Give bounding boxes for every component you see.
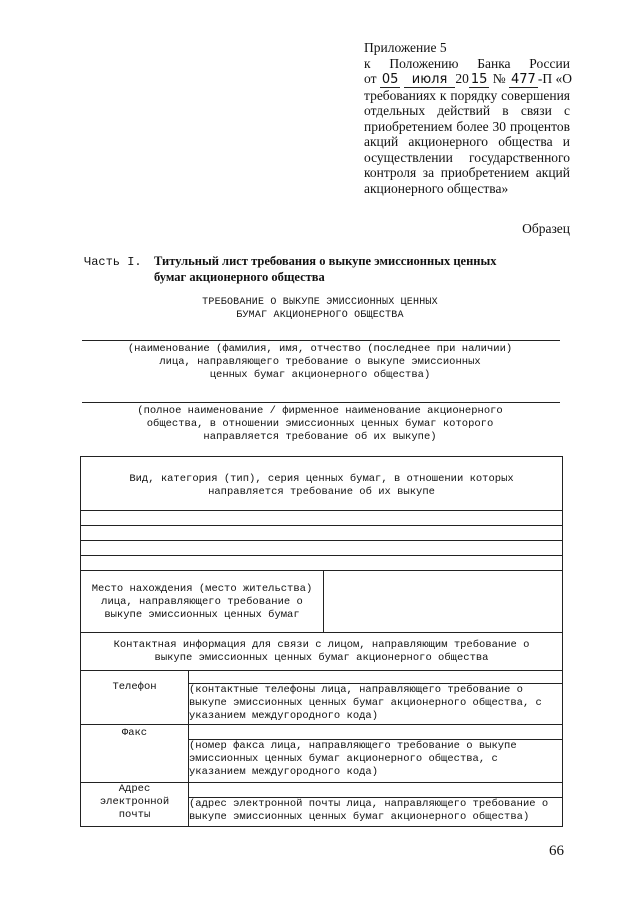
from-word: от — [364, 71, 377, 86]
caption1-line-2: лица, направляющего требование о выкупе эмиссионных — [159, 356, 481, 368]
securities-row-3[interactable] — [81, 541, 563, 556]
email-label-line-3: почты — [118, 809, 151, 821]
securities-cell-4[interactable] — [81, 556, 563, 571]
appendix-line-10: акционерного общества» — [364, 180, 509, 196]
part-title-line-2: бумаг акционерного общества — [154, 270, 325, 284]
location-value-cell[interactable] — [324, 571, 563, 633]
appendix-reference — [364, 40, 570, 196]
fax-label: Факс — [121, 727, 148, 739]
requester-name-caption — [100, 343, 540, 382]
regulation-number: 477 — [511, 72, 536, 87]
phone-label: Телефон — [112, 681, 157, 693]
date-day: 05 — [381, 72, 399, 87]
contact-header-line-2: выкупе эмиссионных ценных бумаг акционерного общества — [154, 652, 489, 664]
part-label: Часть I. — [84, 255, 142, 269]
sample-label: Образец — [522, 221, 570, 236]
appendix-line-7: акций акционерного общества и — [364, 134, 570, 149]
fax-input-area[interactable] — [189, 725, 562, 739]
securities-header-line-1: Вид, категория (тип), серия ценных бумаг, в отношении которых — [129, 473, 514, 485]
appendix-line-9: контроля за приобретением акций — [364, 165, 570, 180]
email-row — [81, 783, 563, 827]
part-heading — [84, 254, 564, 286]
location-label-cell — [81, 571, 324, 633]
caption2-line-1: (полное наименование / фирменное наименование акционерного — [137, 405, 503, 417]
securities-row-4[interactable] — [81, 556, 563, 571]
email-caption — [189, 797, 562, 824]
location-line-2: лица, направляющего требование о — [101, 596, 303, 608]
caption2-line-2: общества, в отношении эмиссионных ценных бумаг которого — [146, 418, 494, 430]
securities-row-1[interactable] — [81, 511, 563, 526]
fax-label-cell — [81, 725, 189, 783]
company-name-caption — [100, 405, 540, 444]
appendix-line-5: отдельных действий в связи с — [364, 103, 570, 118]
fax-caption — [189, 739, 562, 779]
document-title-line-1: ТРЕБОВАНИЕ О ВЫКУПЕ ЭМИССИОННЫХ ЦЕННЫХ — [202, 297, 438, 308]
email-input-area[interactable] — [189, 783, 562, 797]
date-year-prefix: 20 — [455, 71, 469, 86]
fax-value-cell — [189, 725, 563, 783]
phone-caption-line-2: выкупе эмиссионных ценных бумаг акционерного общества, с — [189, 697, 542, 709]
appendix-line-8: осуществлении государственного — [364, 149, 570, 165]
securities-cell-3[interactable] — [81, 541, 563, 556]
securities-header-line-2: направляется требование об их выкупе — [208, 486, 435, 498]
document-title — [120, 296, 520, 322]
securities-header-cell — [81, 457, 563, 511]
fax-caption-line-2: эмиссионных ценных бумаг акционерного общества, с — [189, 753, 498, 765]
location-line-1: Место нахождения (место жительства) — [91, 583, 313, 595]
email-label-line-1: Адрес — [118, 783, 151, 795]
caption1-line-1: (наименование (фамилия, имя, отчество (последнее при наличии) — [127, 343, 513, 355]
number-suffix: -П «О — [537, 71, 572, 86]
appendix-title: Приложение 5 — [364, 40, 447, 55]
phone-label-cell — [81, 671, 189, 725]
phone-row — [81, 671, 563, 725]
part-title-line-1: Титульный лист требования о выкупе эмиссионных ценных — [154, 254, 497, 268]
company-name-line[interactable] — [82, 402, 560, 403]
appendix-date-line — [364, 71, 570, 88]
document-title-line-2: БУМАГ АКЦИОНЕРНОГО ОБЩЕСТВА — [236, 310, 404, 321]
contact-header-cell — [81, 633, 563, 671]
location-row — [81, 571, 563, 633]
requester-name-line[interactable] — [82, 340, 560, 341]
email-caption-line-1: (адрес электронной почты лица, направляющего требование о — [189, 798, 549, 810]
email-label-line-2: электронной — [99, 796, 170, 808]
page-number: 66 — [549, 843, 564, 859]
contact-header-line-1: Контактная информация для связи с лицом, направляющим требование о — [113, 639, 530, 651]
email-label-cell — [81, 783, 189, 827]
phone-caption-line-1: (контактные телефоны лица, направляющего требование о — [189, 684, 523, 696]
email-value-cell — [189, 783, 563, 827]
date-month: июля — [404, 72, 456, 88]
phone-caption-line-3: указанием междугородного кода) — [189, 710, 379, 722]
appendix-line-6: приобретением более 30 процентов — [364, 118, 570, 134]
date-year-suffix: 15 — [470, 72, 488, 87]
securities-cell-1[interactable] — [81, 511, 563, 526]
fax-caption-line-3: указанием междугородного кода) — [189, 766, 379, 778]
contact-header-row — [81, 633, 563, 671]
securities-cell-2[interactable] — [81, 526, 563, 541]
phone-value-cell — [189, 671, 563, 725]
phone-input-area[interactable] — [189, 671, 562, 683]
location-line-3: выкупе эмиссионных ценных бумаг — [104, 609, 300, 621]
caption2-line-3: направляется требование об их выкупе) — [203, 431, 437, 443]
caption1-line-3: ценных бумаг акционерного общества) — [209, 369, 431, 381]
securities-header-row — [81, 457, 563, 511]
phone-caption — [189, 683, 562, 723]
appendix-regulation-line: к Положению Банка России — [364, 55, 570, 71]
securities-row-2[interactable] — [81, 526, 563, 541]
fax-row — [81, 725, 563, 783]
appendix-line-4: требованиях к порядку совершения — [364, 87, 570, 103]
email-caption-line-2: выкупе эмиссионных ценных бумаг акционерного общества) — [189, 811, 530, 823]
number-sign: № — [492, 71, 506, 86]
fax-caption-line-1: (номер факса лица, направляющего требование о выкупе — [189, 740, 517, 752]
requirement-table — [80, 456, 563, 827]
